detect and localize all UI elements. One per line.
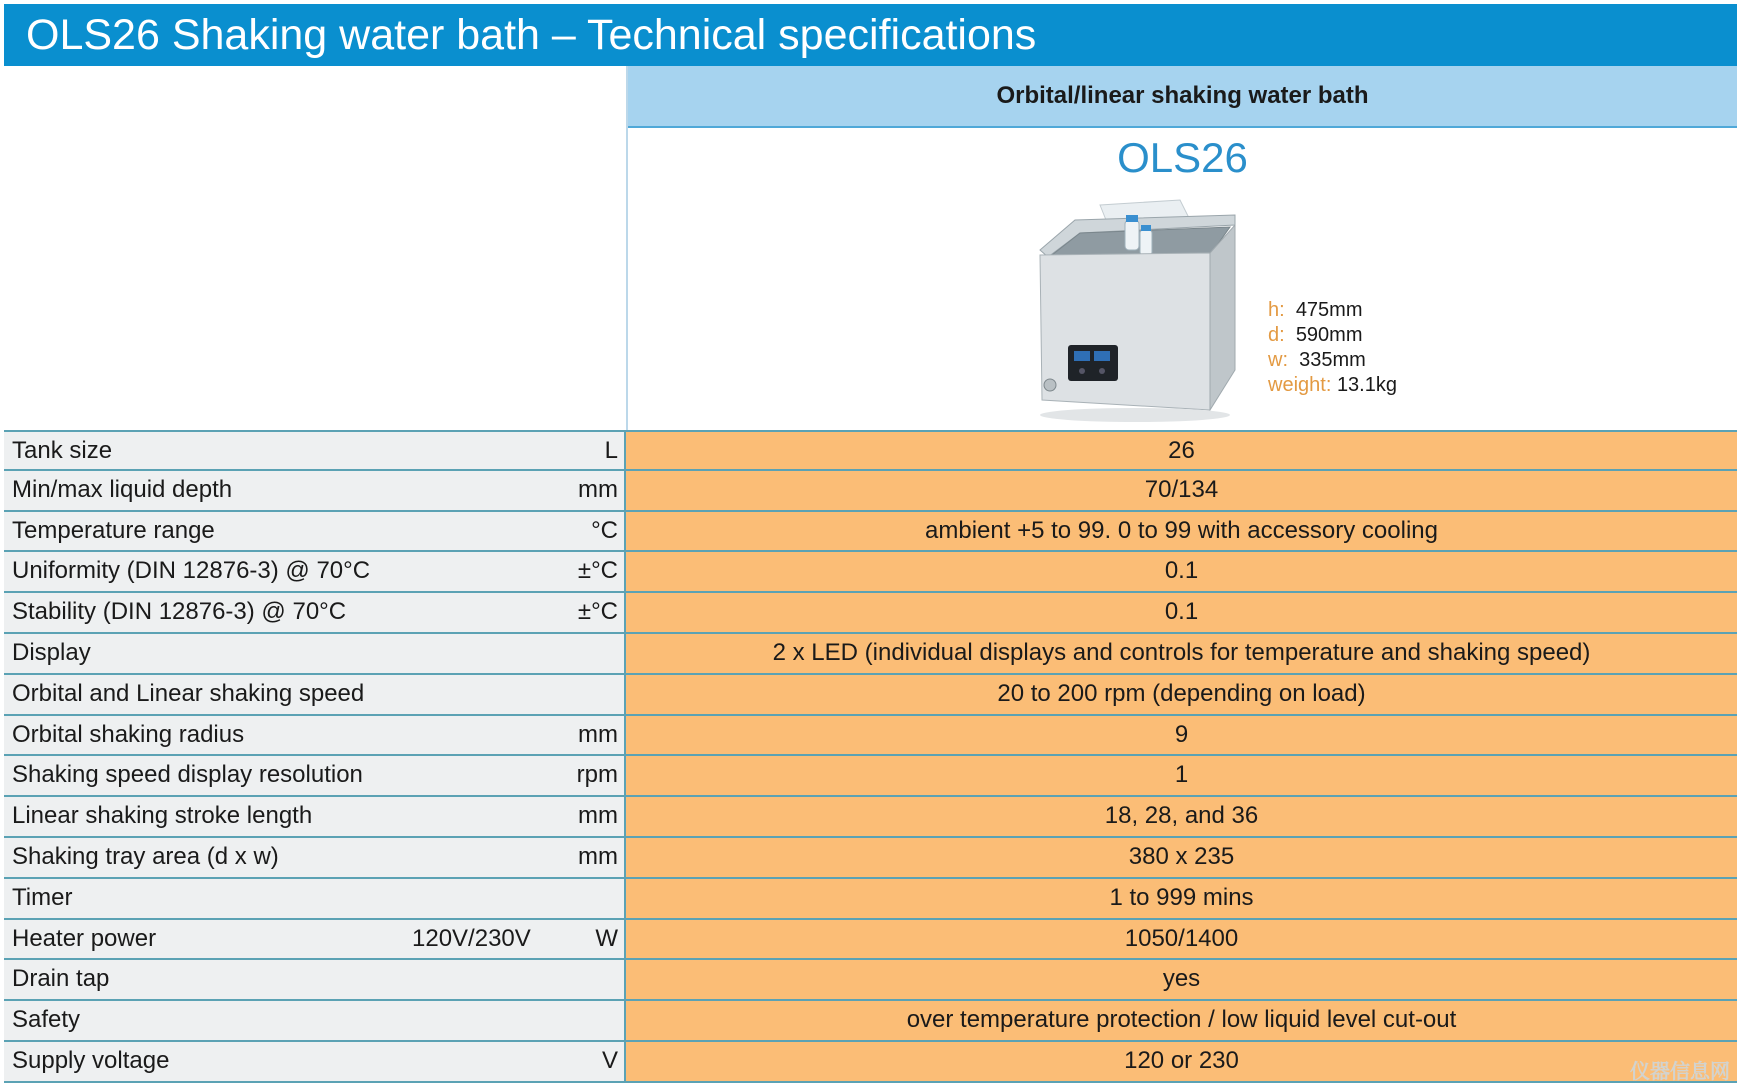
- table-row: [4, 675, 1737, 716]
- spec-name: Temperature range: [12, 516, 215, 544]
- table-row: [4, 593, 1737, 634]
- table-row: [4, 920, 1737, 961]
- spec-label-cell: [4, 1001, 626, 1040]
- table-row: [4, 1001, 1737, 1042]
- spec-value: 1050/1400: [626, 920, 1737, 959]
- water-bath-image: [1030, 195, 1245, 425]
- table-row: [4, 512, 1737, 553]
- spec-label-cell: [4, 716, 626, 755]
- spec-unit: mm: [578, 842, 618, 870]
- table-row: [4, 430, 1737, 471]
- spec-label-cell: [4, 797, 626, 836]
- spec-value: 1: [626, 756, 1737, 795]
- spec-name: Min/max liquid depth: [12, 475, 233, 503]
- table-row: [4, 838, 1737, 879]
- table-row: [4, 1042, 1737, 1083]
- spec-label-cell: [4, 879, 626, 918]
- spec-name: Stability (DIN 12876-3) @ 70°C: [12, 598, 347, 626]
- dimension-weight: [1268, 373, 1397, 398]
- dimension-value: 590mm: [1295, 324, 1363, 346]
- spec-name: Shaking tray area (d x w): [12, 842, 279, 870]
- spec-label-cell: [4, 675, 626, 714]
- spec-table: [4, 430, 1737, 1083]
- dimension-width: [1268, 348, 1397, 373]
- column-divider: [626, 66, 628, 430]
- spec-label-cell: [4, 838, 626, 877]
- spec-value: over temperature protection / low liquid level cut-out: [626, 1001, 1737, 1040]
- spec-value: ambient +5 to 99. 0 to 99 with accessory cooling: [626, 512, 1737, 551]
- spec-value: yes: [626, 960, 1737, 999]
- spec-unit: ±°C: [577, 557, 618, 585]
- dimension-value: 335mm: [1299, 349, 1366, 371]
- spec-label-cell: [4, 432, 626, 469]
- spec-value: 26: [626, 432, 1737, 469]
- spec-label-cell: [4, 756, 626, 795]
- spec-unit: rpm: [576, 761, 618, 789]
- table-row: [4, 797, 1737, 838]
- model-name: OLS26: [1117, 134, 1248, 181]
- table-row: [4, 716, 1737, 757]
- dimension-value: 13.1kg: [1336, 374, 1397, 396]
- dimension-label: weight:: [1268, 374, 1332, 396]
- table-row: [4, 879, 1737, 920]
- watermark: 仪器信息网: [1630, 1061, 1730, 1083]
- spec-value: 0.1: [626, 593, 1737, 632]
- spec-label-cell: [4, 634, 626, 673]
- spec-value: 18, 28, and 36: [626, 797, 1737, 836]
- spec-value: 9: [626, 716, 1737, 755]
- spec-name: Orbital shaking radius: [12, 720, 245, 748]
- spec-unit: °C: [591, 516, 618, 544]
- dimension-value: 475mm: [1295, 299, 1363, 321]
- spec-label-cell: [4, 552, 626, 591]
- table-row: [4, 960, 1737, 1001]
- spec-value: 1 to 999 mins: [626, 879, 1737, 918]
- spec-unit: mm: [578, 802, 618, 830]
- spec-name: Safety: [12, 1006, 81, 1034]
- dimension-depth: [1268, 323, 1397, 348]
- spec-value: 70/134: [626, 471, 1737, 510]
- spec-name: Shaking speed display resolution: [12, 761, 363, 789]
- spec-unit: mm: [578, 475, 618, 503]
- spec-value: 380 x 235: [626, 838, 1737, 877]
- spec-unit: V: [601, 1046, 618, 1074]
- spec-unit: mm: [578, 720, 618, 748]
- spec-name: Timer: [12, 883, 73, 911]
- spec-value: 2 x LED (individual displays and controls for temperature and shaking speed): [626, 634, 1737, 673]
- table-row: [4, 552, 1737, 593]
- spec-label-cell: [4, 512, 626, 551]
- dimension-height: [1268, 298, 1397, 323]
- dimension-label: w:: [1268, 349, 1288, 371]
- table-row: [4, 471, 1737, 512]
- spec-value: 120 or 230: [626, 1042, 1737, 1081]
- spec-unit: W: [595, 924, 618, 952]
- spec-name: Orbital and Linear shaking speed: [12, 679, 365, 707]
- spec-name: Uniformity (DIN 12876-3) @ 70°C: [12, 557, 371, 585]
- spec-value: 20 to 200 rpm (depending on load): [626, 675, 1737, 714]
- column-header: Orbital/linear shaking water bath: [628, 66, 1737, 128]
- spec-name: Drain tap: [12, 965, 110, 993]
- spec-name: Tank size: [12, 437, 113, 464]
- dimension-label: d:: [1268, 324, 1285, 346]
- spec-name: Display: [12, 638, 91, 666]
- page-title: OLS26 Shaking water bath – Technical specifications: [4, 4, 1737, 66]
- spec-extra: 120V/230V: [412, 924, 531, 952]
- spec-name: Heater power: [12, 924, 157, 952]
- spec-unit: ±°C: [577, 598, 618, 626]
- spec-value: 0.1: [626, 552, 1737, 591]
- table-row: [4, 634, 1737, 675]
- spec-label-cell: [4, 920, 626, 959]
- spec-name: Supply voltage: [12, 1046, 170, 1074]
- spec-label-cell: [4, 471, 626, 510]
- dimensions-block: [1268, 298, 1397, 398]
- dimension-label: h:: [1268, 299, 1285, 321]
- table-row: [4, 756, 1737, 797]
- spec-label-cell: [4, 960, 626, 999]
- spec-label-cell: [4, 593, 626, 632]
- spec-name: Linear shaking stroke length: [12, 802, 313, 830]
- spec-label-cell: [4, 1042, 626, 1081]
- spec-unit: L: [604, 437, 618, 464]
